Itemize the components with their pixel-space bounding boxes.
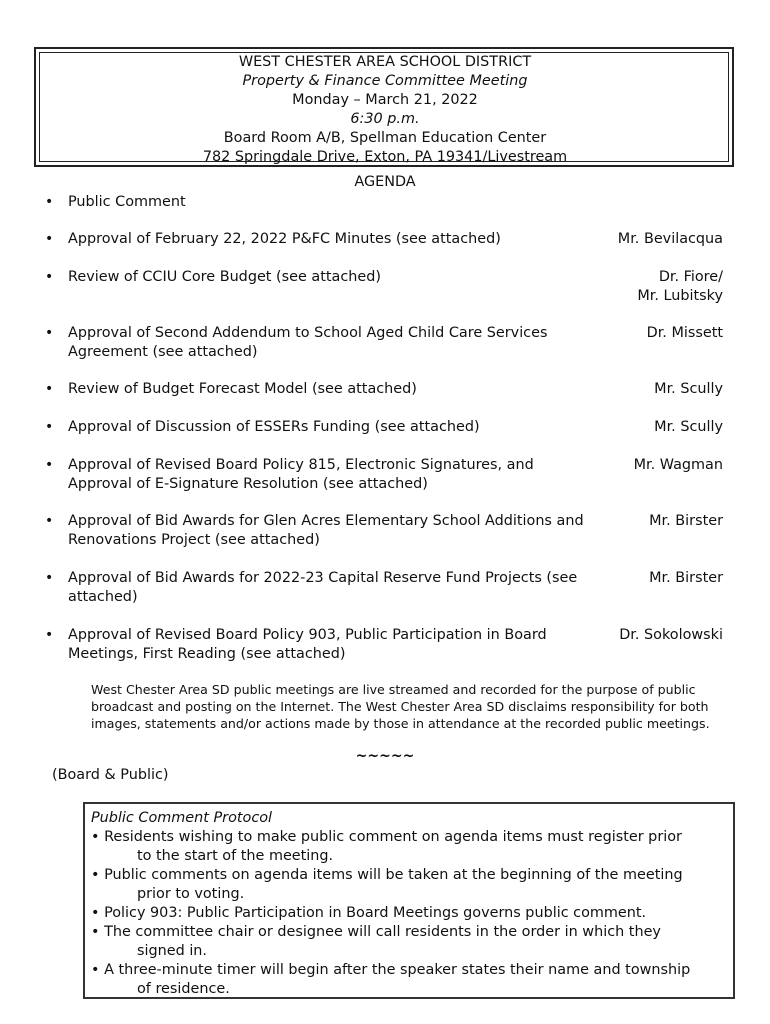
protocol-item-cont: signed in. [137,943,208,959]
agenda-item-text: Public Comment [68,194,186,210]
bullet-icon: • [45,419,54,435]
bullet-icon: • [45,381,54,397]
meeting-address: 782 Springdale Drive, Exton, PA 19341/Livestream [202,149,568,165]
agenda-item-text: Approval of Bid Awards for 2022-23 Capital Reserve Fund Projects (see attached) [68,570,578,605]
protocol-item-cont: prior to voting. [137,886,245,902]
protocol-item-cont: to the start of the meeting. [137,848,334,864]
protocol-item: • The committee chair or designee will call residents in the order in which they [91,924,661,940]
board-public-label: (Board & Public) [52,767,169,783]
meeting-name: Property & Finance Committee Meeting [242,73,528,89]
bullet-icon: • [45,231,54,247]
agenda-item-presenter: Mr. Scully [654,381,723,397]
bullet-icon: • [45,513,54,529]
agenda-item-text: Approval of Revised Board Policy 903, Public Participation in Board Meetings, First Reading (see attached) [68,627,547,662]
separator: ~~~~~ [355,748,415,764]
meeting-time: 6:30 p.m. [350,111,420,127]
agenda-item-presenter: Dr. Fiore/ Mr. Lubitsky [637,269,723,304]
protocol-item-cont: of residence. [137,981,230,997]
protocol-item: • Residents wishing to make public comment on agenda items must register prior [91,829,682,845]
agenda-item-presenter: Mr. Scully [654,419,723,435]
agenda-item-presenter: Dr. Missett [646,325,723,341]
agenda-item-presenter: Dr. Sokolowski [619,627,723,643]
agenda-item-presenter: Mr. Birster [649,513,723,529]
agenda-item-text: Review of Budget Forecast Model (see attached) [68,381,417,397]
bullet-icon: • [45,194,54,210]
agenda-item-text: Approval of Revised Board Policy 815, Electronic Signatures, and Approval of E-Signature Resolution (see attached) [68,457,534,492]
agenda-item-text: Review of CCIU Core Budget (see attached) [68,269,381,285]
agenda-item-text: Approval of Bid Awards for Glen Acres Elementary School Additions and Renovations Project (see attached) [68,513,584,548]
agenda-item-text: Approval of Second Addendum to School Aged Child Care Services Agreement (see attached) [68,325,548,360]
meeting-date: Monday – March 21, 2022 [292,92,478,108]
district-name: WEST CHESTER AREA SCHOOL DISTRICT [238,54,532,70]
agenda-item-presenter: Mr. Wagman [633,457,723,473]
bullet-icon: • [45,457,54,473]
protocol-title: Public Comment Protocol [91,810,273,826]
bullet-icon: • [45,325,54,341]
meeting-location: Board Room A/B, Spellman Education Center [223,130,547,146]
bullet-icon: • [45,570,54,586]
agenda-item-text: Approval of February 22, 2022 P&FC Minutes (see attached) [68,231,501,247]
agenda-item-presenter: Mr. Bevilacqua [617,231,723,247]
protocol-item: • Policy 903: Public Participation in Board Meetings governs public comment. [91,905,647,921]
protocol-item: • Public comments on agenda items will be taken at the beginning of the meeting [91,867,683,883]
bullet-icon: • [45,627,54,643]
protocol-item: • A three-minute timer will begin after the speaker states their name and township [91,962,691,978]
agenda-item-presenter: Mr. Birster [649,570,723,586]
livestream-notice: West Chester Area SD public meetings are live streamed and recorded for the purpose of public broadcast and posting on the Internet. The West Chester Area SD disclaims responsibility for both images, statements and/or actions made by those in attendance at the recorded public meetings. [91,682,710,731]
bullet-icon: • [45,269,54,285]
agenda-item-text: Approval of Discussion of ESSERs Funding (see attached) [68,419,480,435]
public-comment-protocol-box [83,802,735,999]
agenda-title: AGENDA [354,174,416,190]
